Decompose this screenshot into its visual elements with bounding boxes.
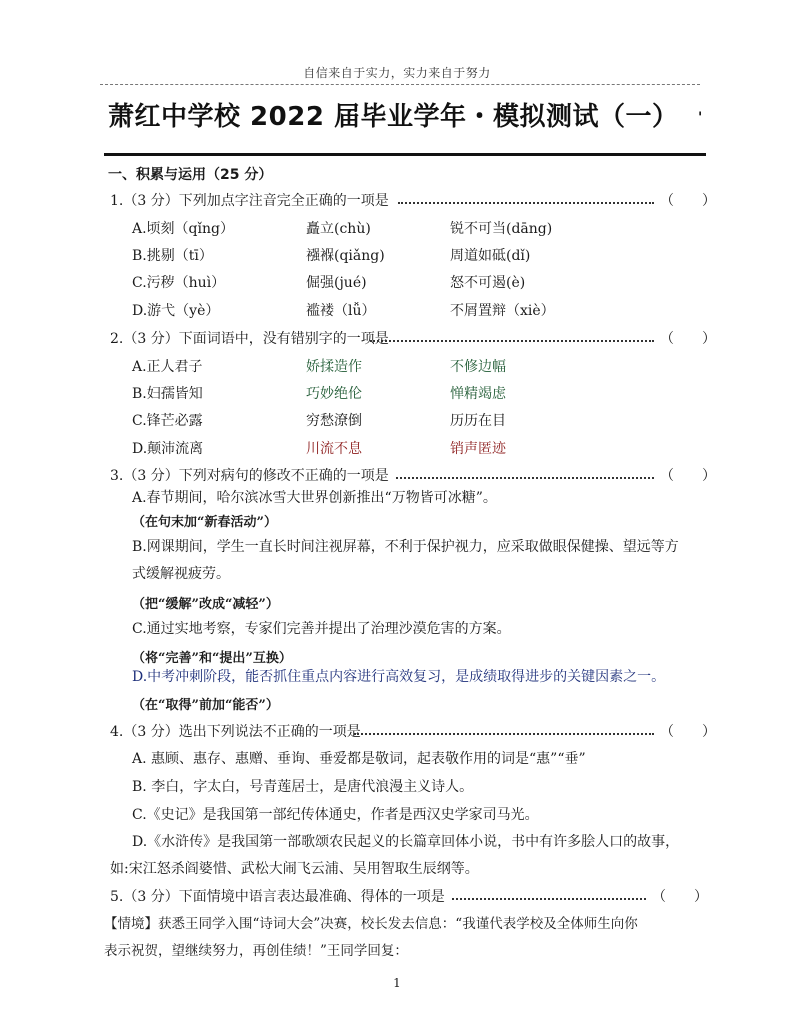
dotted-leader [354,733,654,735]
dotted-leader [370,340,654,342]
option-d2: 褴褛（lǚ） [306,303,376,319]
option-b1: B.妇孺皆知 [132,386,203,402]
page-number: 1 [393,976,401,990]
option-c3: 怒不可遏(è) [450,275,526,291]
motto: 自信来自于实力，实力来自于努力 [303,66,491,80]
option-b2: 巧妙绝伦 [306,386,362,402]
option-a-note: （在句末加“新春活动”） [132,515,277,530]
option-b3: 周道如砥(dǐ) [450,248,531,264]
question-stem: 4.（3 分）选出下列说法不正确的一项是 [110,724,361,740]
question-stem: 3.（3 分）下列对病句的修改不正确的一项是 [110,468,389,484]
section-heading: 一、积累与运用（25 分） [108,167,273,183]
page-title [108,96,748,133]
option-a3: 不修边幅 [450,359,506,375]
answer-paren: （ ） [652,889,708,905]
option-c-note: （将“完善”和“提出”互换） [132,651,292,666]
question-stem: 2.（3 分）下面词语中，没有错别字的一项是 [110,331,389,347]
option-a1: A.正人君子 [132,359,203,375]
dotted-leader [396,477,654,479]
option-b2: 襁褓(qiǎng) [306,248,385,264]
title-mark: ' [698,109,703,126]
option-a1: A.顷刻（qǐng） [132,221,234,237]
option-b-line2: 式缓解视疲劳。 [132,566,230,582]
option-d2: 川流不息 [306,441,362,457]
option-b1: B.挑剔（tī） [132,248,213,264]
option-b-note: （把“缓解”改成“减轻”） [132,597,279,612]
option-a: A.春节期间，哈尔滨冰雪大世界创新推出“万物皆可冰糖”。 [132,490,497,506]
title-rule [104,153,706,156]
dotted-leader [398,202,654,204]
option-b3: 惮精竭虑 [450,386,506,402]
answer-paren: （ ） [660,468,716,484]
question-stem: 5.（3 分）下面情境中语言表达最准确、得体的一项是 [110,889,445,905]
option-c2: 倔强(jué) [306,275,367,291]
option-c1: C.锋芒必露 [132,413,203,429]
option-c: C.通过实地考察，专家们完善并提出了治理沙漠危害的方案。 [132,621,511,637]
option-c3: 历历在目 [450,413,506,429]
option-b: B. 李白，字太白，号青莲居士，是唐代浪漫主义诗人。 [132,779,474,795]
option-d: D.中考冲刺阶段，能否抓住重点内容进行高效复习，是成绩取得进步的关键因素之一。 [132,669,666,685]
question-stem: 1.（3 分）下列加点字注音完全正确的一项是 [110,193,389,209]
dotted-leader [452,898,646,900]
answer-paren: （ ） [660,193,716,209]
answer-paren: （ ） [660,724,716,740]
option-c: C.《史记》是我国第一部纪传体通史，作者是西汉史学家司马光。 [132,807,539,823]
option-d-note: （在“取得”前加“能否”） [132,698,279,713]
option-c2: 穷愁潦倒 [306,413,362,429]
context-line2: 表示祝贺，望继续努力，再创佳绩！”王同学回复： [104,943,408,959]
option-d3: 销声匿迹 [450,441,506,457]
option-b-line1: B.网课期间，学生一直长时间注视屏幕，不利于保护视力，应采取做眼保健操、望远等方 [132,539,679,555]
option-d1: D.颠沛流离 [132,441,204,457]
option-a3: 锐不可当(dāng) [450,221,553,237]
option-d-line1: D.《水浒传》是我国第一部歌颂农民起义的长篇章回体小说，书中有许多脍人口的故事， [132,834,680,850]
option-c1: C.污秽（huì） [132,275,226,291]
option-d1: D.游弋（yè） [132,303,220,319]
option-d3: 不屑置辩（xiè） [450,303,555,319]
option-a: A. 惠顾、惠存、惠赠、垂询、垂爱都是敬词，起表敬作用的词是“惠”“垂” [132,751,586,767]
option-a2: 娇揉造作 [306,359,362,375]
answer-paren: （ ） [660,331,716,347]
context-line1: 【情境】获悉王同学入围“诗词大会”决赛，校长发去信息：“我谨代表学校及全体师生向你 [104,916,638,932]
option-d-line2: 如:宋江怒杀阎婆惜、武松大闹飞云浦、吴用智取生辰纲等。 [110,861,479,877]
title-text: 萧红中学校 2022 届毕业学年・模拟测试（一） [108,102,679,132]
option-a2: 矗立(chù) [306,221,371,237]
motto-divider [100,84,700,85]
